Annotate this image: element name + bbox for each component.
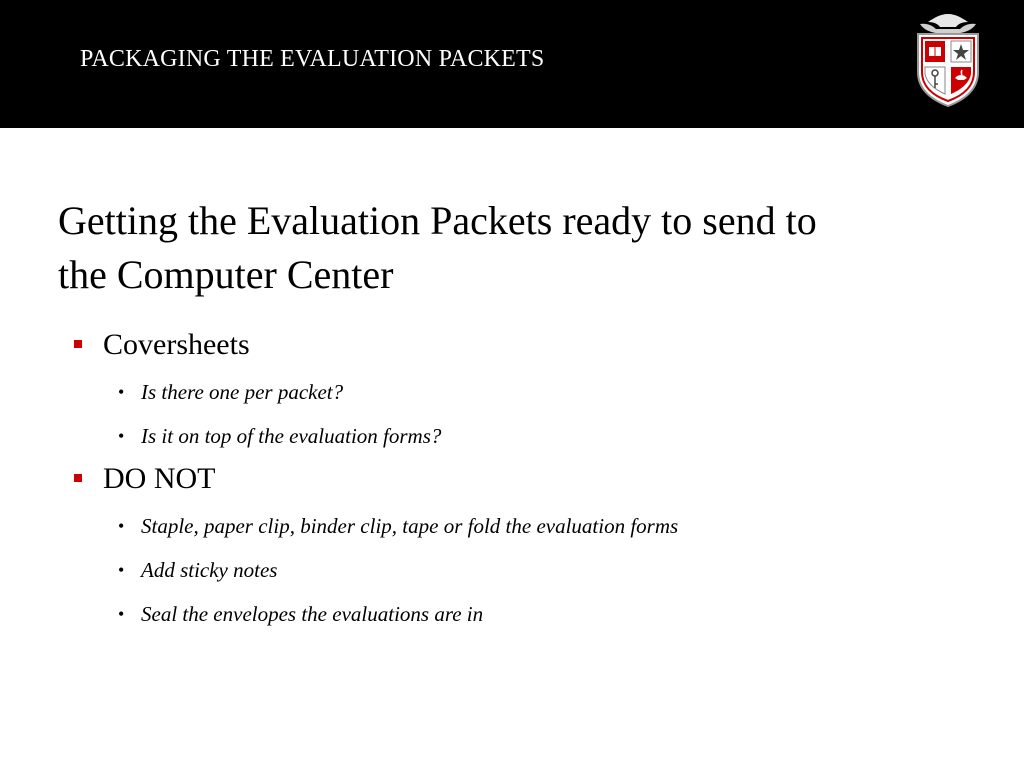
bullet-label: DO NOT	[103, 462, 216, 495]
bullet-dot-icon: •	[118, 560, 125, 580]
header-title: PACKAGING THE EVALUATION PACKETS	[80, 46, 545, 72]
bullet-dot-icon: •	[118, 382, 125, 402]
red-square-bullet-icon	[74, 340, 82, 348]
bullet-dot-icon: •	[118, 604, 125, 624]
bullet-dot-icon: •	[118, 516, 125, 536]
header-bar	[0, 0, 1024, 128]
bullet-dot-icon: •	[118, 426, 125, 446]
sub-bullet-item	[0, 370, 1024, 414]
bullet-item-coversheets	[0, 324, 1024, 366]
sub-bullet-label: Seal the envelopes the evaluations are in	[141, 602, 484, 626]
bullet-label: Coversheets	[103, 328, 250, 361]
slide-title-line-1: Getting the Evaluation Packets ready to send to	[58, 198, 817, 243]
sub-bullet-item	[0, 414, 1024, 458]
slide-title	[58, 194, 958, 302]
sub-bullet-label: Is there one per packet?	[141, 380, 344, 404]
red-square-bullet-icon	[74, 474, 82, 482]
sub-bullet-item	[0, 504, 1024, 548]
bullet-item-do-not	[0, 458, 1024, 500]
sub-bullet-label: Staple, paper clip, binder clip, tape or fold the evaluation forms	[141, 514, 679, 538]
sub-bullet-item	[0, 592, 1024, 636]
sub-bullet-label: Is it on top of the evaluation forms?	[141, 424, 442, 448]
bullet-list	[0, 324, 1024, 636]
slide-title-line-2: the Computer Center	[58, 252, 394, 297]
sub-bullet-item	[0, 548, 1024, 592]
sub-bullet-label: Add sticky notes	[141, 558, 278, 582]
university-shield-logo-icon	[910, 10, 986, 110]
